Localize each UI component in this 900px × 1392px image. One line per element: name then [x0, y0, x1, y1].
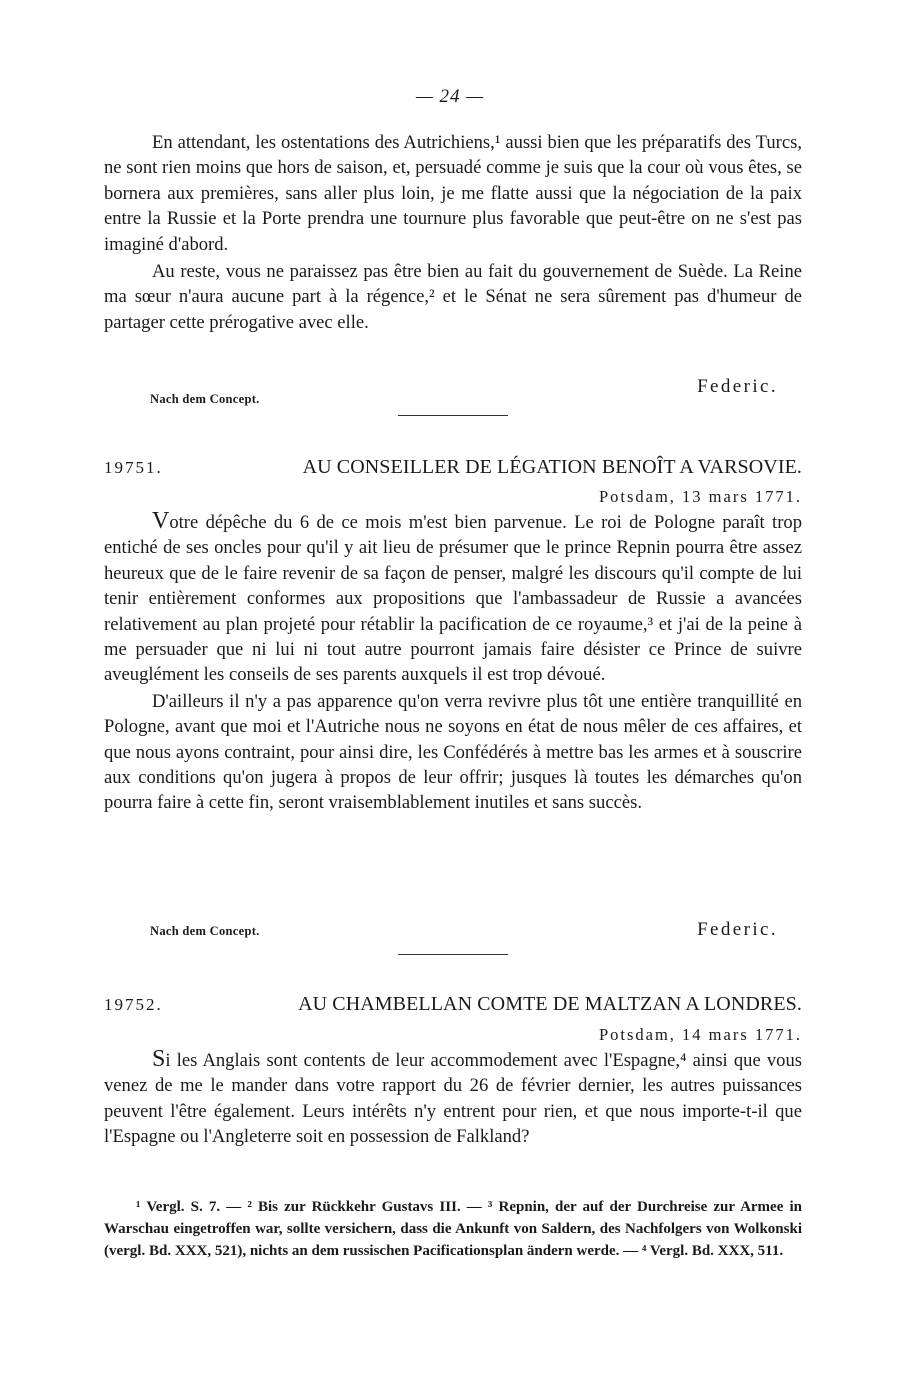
- letter-heading: [104, 456, 802, 479]
- paragraph: [104, 1047, 802, 1150]
- place-date: Potsdam, 14 mars 1771.: [598, 1025, 802, 1044]
- letter-number: 19752.: [104, 995, 163, 1014]
- letter-title: AU CHAMBELLAN COMTE DE MALTZAN A LONDRES.: [298, 993, 802, 1015]
- footnotes: [104, 1196, 802, 1262]
- page-number-header: — 24 —: [415, 86, 485, 107]
- letter-continuation: [104, 130, 802, 335]
- signature: Federic.: [697, 919, 778, 940]
- letter-body: [104, 509, 802, 816]
- paragraph-text: otre dépêche du 6 de ce mois m'est bien parvenue. Le roi de Pologne paraît trop entiché de ses oncles pour qu'il y ait lieu de présumer que le prince Repnin pourra être assez heureux que de le faire revenir de sa façon de penser, malgré les discours qu'il compte de lui tenir entièrement conformes aux propositions que l'ambassadeur de Russie a avancées relativement au plan projeté pour rétablir la pacification de ce royaume,³ et j'ai de la peine à me persuader que ni lui ni tout autre pourront jamais faire désister ce Prince de suivre aveuglément les conseils de ses parents auxquels il est trop dévoué.: [104, 512, 802, 686]
- paragraph: [104, 509, 802, 688]
- source-note: Nach dem Concept.: [150, 392, 260, 406]
- place-date: Potsdam, 13 mars 1771.: [598, 487, 802, 506]
- signature: Federic.: [697, 376, 778, 397]
- paragraph: Au reste, vous ne paraissez pas être bien au fait du gouvernement de Suède. La Reine ma sœur n'aura aucune part à la régence,² et le Sénat ne sera sûrement pas d'humeur de partager cette prérogative avec elle.: [104, 261, 802, 333]
- footnote-text: ¹ Vergl. S. 7. — ² Bis zur Rückkehr Gustavs III. — ³ Repnin, der auf der Durchreise zur Armee in Warschau eingetroffen war, sollte versichern, dass die Ankunft von Saldern, des Nachfolgers von Wolkonski (vergl. Bd. XXX, 521), nichts an dem russischen Pacificationsplan ändern werde. — ⁴ Vergl. Bd. XXX, 511.: [104, 1199, 802, 1259]
- drop-cap: V: [152, 508, 170, 534]
- paragraph: En attendant, les ostentations des Autrichiens,¹ aussi bien que les préparatifs des Turcs, ne sont rien moins que hors de saison, et, persuadé comme je suis que la cour où vous êtes, se bornera aux premières, sans aller plus loin, je me flatte aussi que la négociation de la paix entre la Russie et la Porte prendra une tournure plus favorable que peut-être on ne s'est pas imaginé d'abord.: [104, 132, 802, 255]
- source-note: Nach dem Concept.: [150, 924, 260, 938]
- section-divider: [398, 954, 508, 955]
- signature-row: [104, 919, 802, 949]
- letter-heading: [104, 993, 802, 1016]
- letter-title: AU CONSEILLER DE LÉGATION BENOÎT A VARSOVIE.: [302, 456, 802, 478]
- paragraph: D'ailleurs il n'y a pas apparence qu'on verra revivre plus tôt une entière tranquillité en Pologne, avant que moi et l'Autriche nous ne soyons en état de nous mêler de ces affaires, et que nous ayons contraint, pour ainsi dire, les Confédérés à mettre bas les armes et à souscrire aux conditions qu'on jugera à propos de leur offrir; jusques là toutes les démarches qu'on pourra faire à cette fin, seront vraisemblablement inutiles et sans succès.: [104, 690, 802, 814]
- drop-cap: S: [152, 1046, 166, 1072]
- paragraph-text: i les Anglais sont contents de leur accommodement avec l'Espagne,⁴ ainsi que vous venez de me le mander dans votre rapport du 26 de février dernier, les autres puissances peuvent l'être également. Leurs intérêts n'y entrent pour rien, et que nous importe-t-il que l'Espagne ou l'Angleterre soit en possession de Falkland?: [104, 1050, 802, 1148]
- section-divider: [398, 415, 508, 416]
- letter-body: [104, 1047, 802, 1150]
- letter-number: 19751.: [104, 458, 163, 477]
